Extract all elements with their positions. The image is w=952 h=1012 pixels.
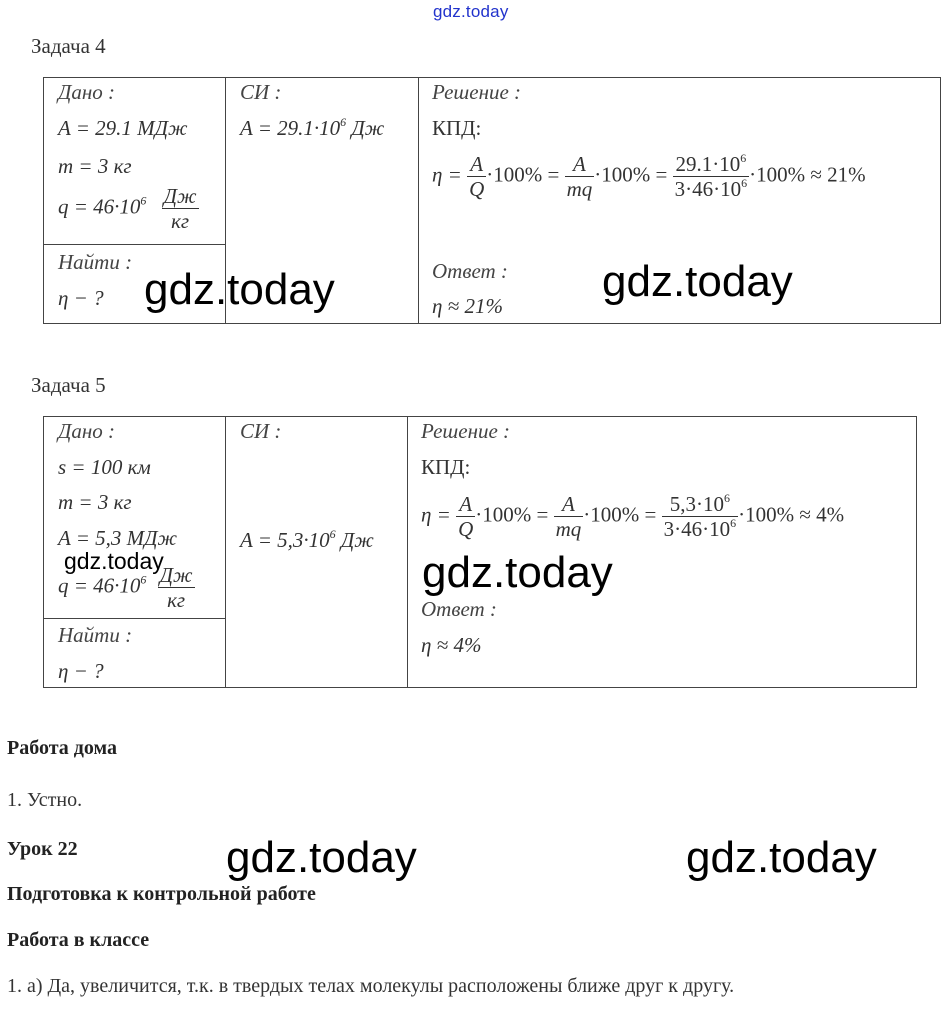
given-work: A = 29.1 МДж bbox=[58, 116, 188, 140]
answer-header: Ответ : bbox=[432, 259, 508, 283]
given-distance: s = 100 км bbox=[58, 455, 151, 479]
solution-header: Решение : bbox=[432, 80, 522, 104]
kpd-label: КПД: bbox=[421, 455, 471, 479]
find-efficiency: η − ? bbox=[58, 286, 104, 310]
home-item-1: 1. Устно. bbox=[7, 789, 83, 811]
class-item-1: 1. а) Да, увеличится, т.к. в твердых телах молекулы расположены ближе друг к другу. bbox=[7, 975, 735, 997]
answer-value: η ≈ 21% bbox=[432, 294, 503, 318]
watermark-top: gdz.today bbox=[433, 2, 509, 21]
given-header: Дано : bbox=[58, 419, 116, 443]
given-heat-value: $q = 46\cdot 10^6$ $\frac{Дж}{кг}$ bbox=[58, 563, 193, 613]
si-work: $A = 29.1\cdot 10^6$ Дж bbox=[240, 115, 385, 140]
solution-header: Решение : bbox=[421, 419, 511, 443]
find-efficiency: η − ? bbox=[58, 659, 104, 683]
watermark: gdz.today bbox=[422, 548, 613, 597]
kpd-label: КПД: bbox=[432, 116, 482, 140]
given-mass: m = 3 кг bbox=[58, 154, 132, 178]
home-heading: Работа дома bbox=[7, 737, 117, 759]
task-4-title: Задача 4 bbox=[31, 34, 106, 58]
efficiency-formula: η = $\frac{A}{Q}$ ·100% = $\frac{A}{mq}$ ·100% = $\frac{5,3\cdot 10^6}{3\cdot 46\cdot 10^6}$ ·100% ≈ 4% bbox=[421, 491, 845, 542]
si-header: СИ : bbox=[240, 80, 282, 104]
given-header: Дано : bbox=[58, 80, 116, 104]
watermark: gdz.today bbox=[64, 548, 164, 574]
find-header: Найти : bbox=[58, 623, 133, 647]
lesson-subheading: Подготовка к контрольной работе bbox=[7, 883, 316, 905]
answer-header: Ответ : bbox=[421, 597, 497, 621]
watermark: gdz.today bbox=[226, 833, 417, 882]
efficiency-formula: η = $\frac{A}{Q}$ ·100% = $\frac{A}{mq}$ ·100% = $\frac{29.1\cdot 10^6}{3\cdot 46\cdot 10^6}$ ·100% ≈ 21% bbox=[432, 151, 866, 202]
answer-value: η ≈ 4% bbox=[421, 633, 482, 657]
si-header: СИ : bbox=[240, 419, 282, 443]
class-heading: Работа в классе bbox=[7, 929, 150, 951]
watermark: gdz.today bbox=[602, 257, 793, 306]
find-header: Найти : bbox=[58, 250, 133, 274]
given-mass: m = 3 кг bbox=[58, 490, 132, 514]
watermark: gdz.today bbox=[144, 265, 335, 314]
lesson-heading: Урок 22 bbox=[7, 838, 78, 860]
given-heat-value: $q = 46\cdot 10^6$ $\frac{Дж}{кг}$ bbox=[58, 184, 197, 234]
watermark: gdz.today bbox=[686, 833, 877, 882]
task-5-title: Задача 5 bbox=[31, 373, 106, 397]
given-work: A = 5,3 МДж bbox=[58, 526, 178, 550]
si-work: $A = 5,3\cdot 10^6$ Дж bbox=[240, 527, 374, 552]
